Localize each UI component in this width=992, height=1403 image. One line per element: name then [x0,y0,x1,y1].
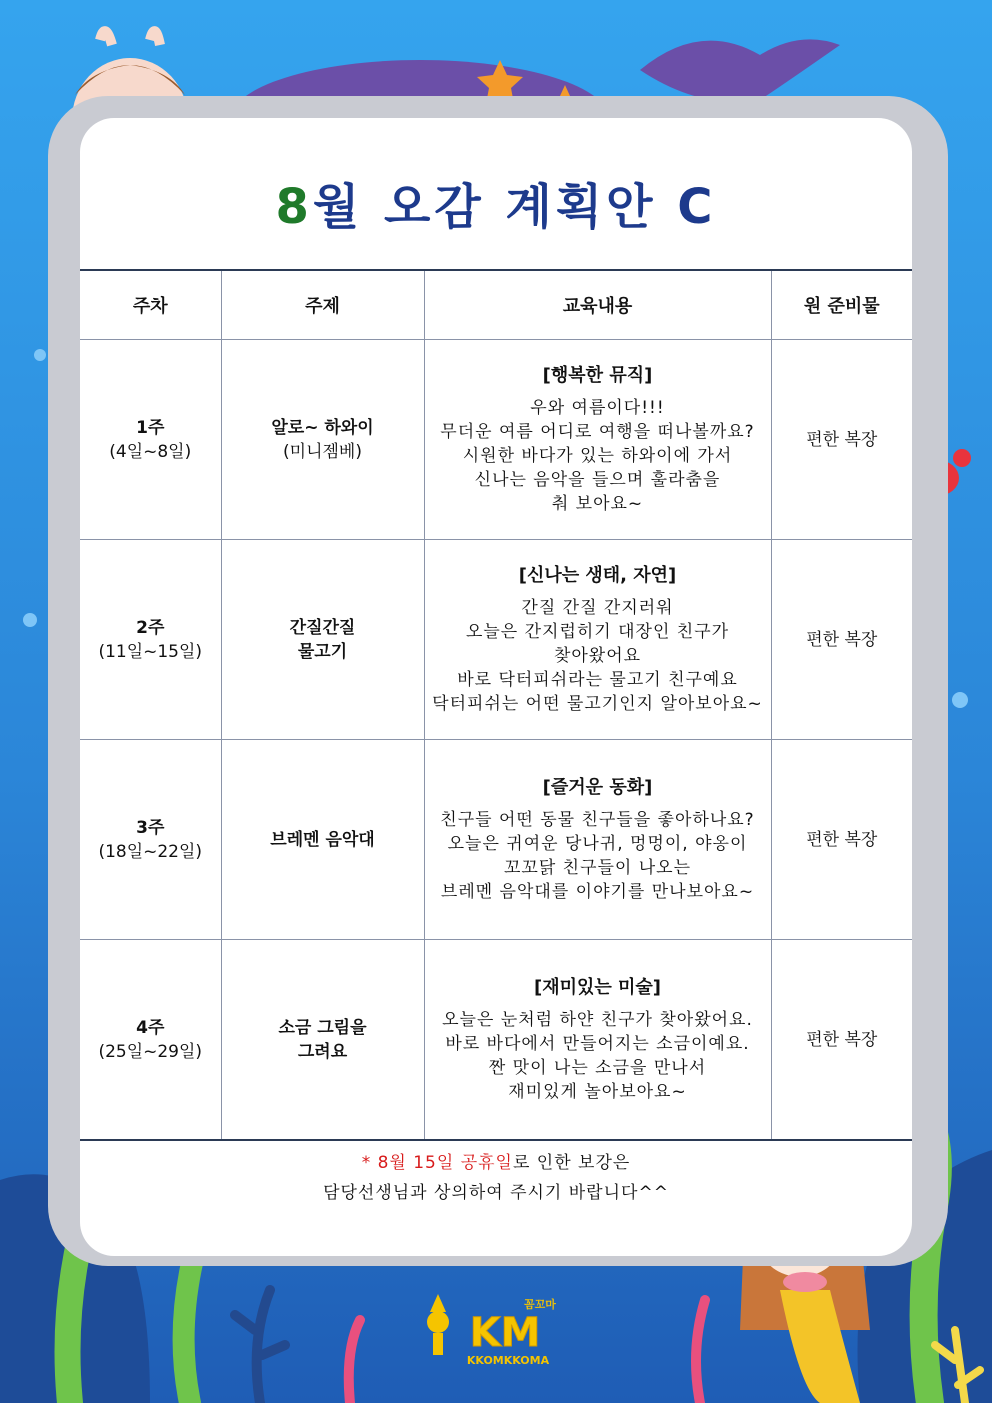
topic-cell [221,540,424,740]
content-line: 찾아왔어요 [553,645,642,666]
topic-cell [221,340,424,540]
notice-line-1 [80,1148,912,1178]
plan-table [80,269,912,1141]
content-title: [재미있는 미술] [533,976,662,998]
content-line: 우와 여름이다!!! [530,397,665,418]
content-line: 바로 닥터피쉬라는 물고기 친구예요 [457,669,738,690]
header-topic: 주제 [221,270,424,340]
week-label: 2주 [136,617,165,638]
week-label: 1주 [136,417,165,438]
content-line: 간질 간질 간지러워 [521,597,674,618]
page-title [80,168,912,237]
title-month-number: 8 [275,179,313,235]
topic-line: 그려요 [297,1041,348,1062]
content-title: [즐거운 동화] [542,776,653,798]
prep-cell: 편한 복장 [771,540,912,740]
notice-highlight: * 8월 15일 공휴일 [361,1153,513,1173]
week-dates: (11일~15일) [98,641,203,662]
content-line: 바로 바다에서 만들어지는 소금이예요. [445,1033,750,1054]
table-row [80,540,912,740]
topic-line: (미니젬베) [283,441,362,462]
notice-line-1-rest: 로 인한 보강은 [512,1153,631,1173]
logo-brand-en: KKOMKKOMA [466,1354,550,1367]
topic-line: 브레멘 음악대 [270,829,375,850]
week-dates: (4일~8일) [109,441,192,462]
holiday-notice [80,1148,912,1208]
content-cell [424,340,771,540]
content-cell [424,740,771,940]
week-cell [80,340,221,540]
topic-line: 간질간질 [289,617,356,638]
content-line: 신나는 음악을 들으며 훌라춤을 [474,469,721,490]
content-line: 무더운 여름 어디로 여행을 떠나볼까요? [440,421,755,442]
week-cell [80,540,221,740]
topic-cell [221,940,424,1141]
content-line: 오늘은 간지럽히기 대장인 친구가 [465,621,730,642]
week-cell [80,740,221,940]
mascot-icon [427,1294,449,1355]
week-label: 3주 [136,817,165,838]
table-header-row [80,270,912,340]
content-line: 브레멘 음악대를 이야기를 만나보아요~ [440,881,755,902]
topic-line: 알로~ 하와이 [271,417,374,438]
table-row [80,340,912,540]
title-text: 월 오감 계획안 C [312,179,717,235]
content-title: [행복한 뮤직] [542,364,653,386]
logo-brand-kr: 꼼꼬마 [524,1298,556,1311]
content-line: 춰 보아요~ [551,493,644,514]
content-line: 재미있게 놀아보아요~ [508,1081,687,1102]
prep-cell: 편한 복장 [771,940,912,1141]
content-line: 꼬꼬닭 친구들이 나오는 [503,857,692,878]
header-prep: 원 준비물 [771,270,912,340]
notice-line-2: 담당선생님과 상의하여 주시기 바랍니다^^ [323,1183,669,1203]
content-cell [424,940,771,1141]
topic-cell [221,740,424,940]
content-line: 시원한 바다가 있는 하와이에 가서 [462,445,733,466]
week-dates: (25일~29일) [98,1041,203,1062]
prep-cell: 편한 복장 [771,740,912,940]
content-line: 오늘은 귀여운 당나귀, 멍멍이, 야옹이 [447,833,748,854]
week-cell [80,940,221,1141]
logo-brand-mark: KM [469,1310,541,1356]
table-row [80,740,912,940]
topic-line: 소금 그림을 [278,1017,367,1038]
week-label: 4주 [136,1017,165,1038]
header-week: 주차 [80,270,221,340]
prep-cell: 편한 복장 [771,340,912,540]
kkomkkoma-logo [420,1290,580,1370]
content-line: 오늘은 눈처럼 하얀 친구가 찾아왔어요. [442,1009,753,1030]
topic-line: 물고기 [297,641,348,662]
header-content: 교육내용 [424,270,771,340]
content-line: 친구들 어떤 동물 친구들을 좋아하나요? [440,809,755,830]
content-title: [신나는 생태, 자연] [518,564,677,586]
content-line: 닥터피쉬는 어떤 물고기인지 알아보아요~ [432,693,763,714]
week-dates: (18일~22일) [98,841,203,862]
table-row [80,940,912,1141]
content-line: 짠 맛이 나는 소금을 만나서 [488,1057,707,1078]
content-cell [424,540,771,740]
